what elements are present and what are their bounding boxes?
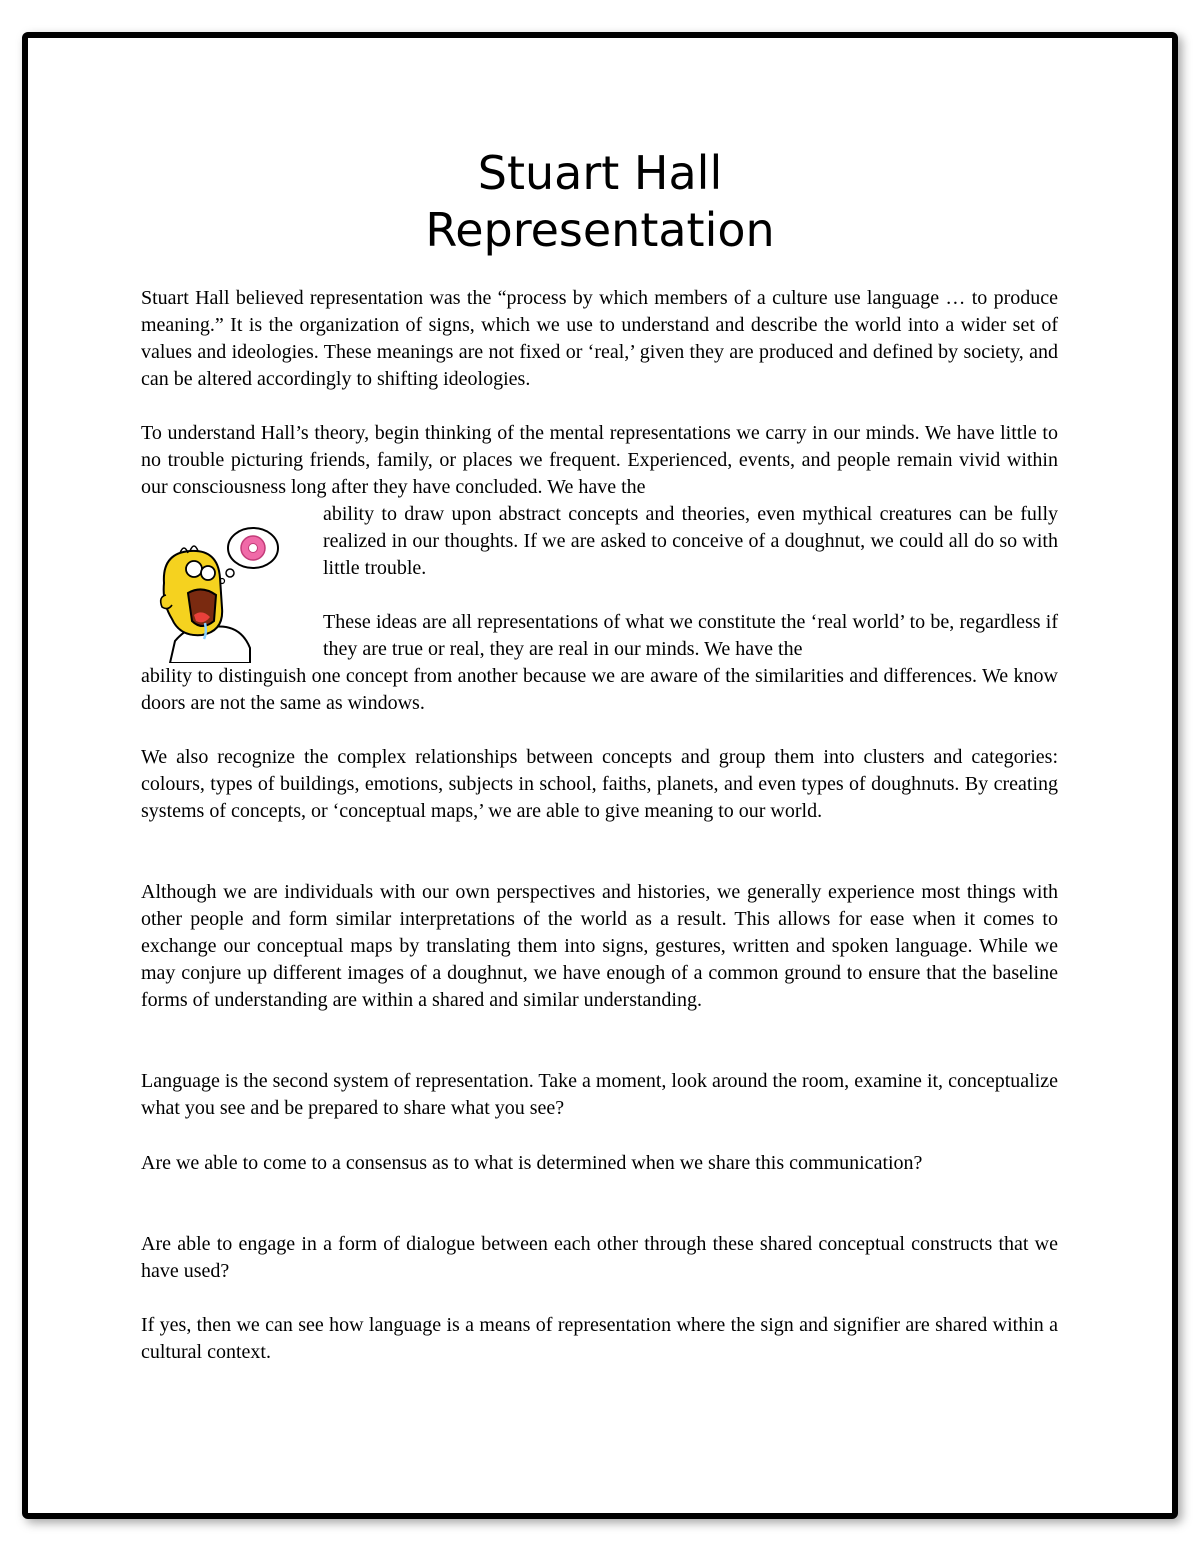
title-line-2: Representation — [425, 203, 775, 257]
paragraph-shared-understanding: Although we are individuals with our own perspectives and histories, we generally experience most things with other people and form similar interpretations of the world as a result. This allows for ease when it comes to exchange our conceptual maps by translating them into signs, gestures, written and spoken language. While we may conjure up different images of a doughnut, we have enough of a common ground to ensure that the baseline forms of understanding are within a shared and similar understanding. — [141, 881, 1058, 1011]
paragraph-intro: Stuart Hall believed representation was the “process by which members of a culture use language … to produce meaning.” It is the organization of signs, which we use to understand and describe the world into a wider set of values and ideologies. These meanings are not fixed or ‘real,’ given they are produced and defined by society, and can be altered accordingly to shifting ideologies. — [141, 287, 1058, 390]
paragraph-conclusion: If yes, then we can see how language is a means of representation where the sign and signifier are shared within a cultural context. — [141, 1314, 1058, 1363]
figure-eye — [186, 561, 202, 577]
paragraph-ideas-representations: These ideas are all representations of what we constitute the ‘real world’ to be, regardless if they are true or real, they are real in our minds. We have the — [323, 611, 1058, 660]
thought-bubble-dot — [226, 569, 234, 577]
paragraph-language-system: Language is the second system of representation. Take a moment, look around the room, examine it, conceptualize what you see and be prepared to share what you see? — [141, 1070, 1058, 1119]
paragraph-mental-representations: To understand Hall’s theory, begin thinking of the mental representations we carry in our minds. We have little to no trouble picturing friends, family, or places we frequent. Experienced, events, and people remain vivid within our consciousness long after they have concluded. We have the — [141, 422, 1058, 498]
paragraph-conceptual-maps: We also recognize the complex relationships between concepts and group them into clusters and categories: colours, types of buildings, emotions, subjects in school, faiths, planets, and even types of doughnuts. By creating systems of concepts, or ‘conceptual maps,’ we are able to give meaning to our world. — [141, 746, 1058, 822]
paragraph-abstract-concepts: ability to draw upon abstract concepts and theories, even mythical creatures can be fully realized in our thoughts. If we are asked to conceive of a doughnut, we could all do so with little trouble. — [323, 503, 1058, 579]
page-title — [0, 145, 1200, 259]
cartoon-figure-svg — [150, 523, 290, 663]
doughnut-hole — [249, 544, 258, 553]
paragraph-dialogue-question: Are able to engage in a form of dialogue between each other through these shared conceptual constructs that we have used? — [141, 1233, 1058, 1282]
cartoon-dreaming-of-doughnut-icon — [150, 523, 290, 663]
title-line-1: Stuart Hall — [477, 146, 723, 200]
paragraph-beside-figure — [323, 501, 1058, 663]
figure-eye — [201, 566, 215, 580]
paragraph-consensus-question: Are we able to come to a consensus as to what is determined when we share this communication? — [141, 1152, 923, 1174]
paragraph-distinguish-concepts: ability to distinguish one concept from another because we are aware of the similarities and differences. We know doors are not the same as windows. — [141, 665, 1058, 714]
